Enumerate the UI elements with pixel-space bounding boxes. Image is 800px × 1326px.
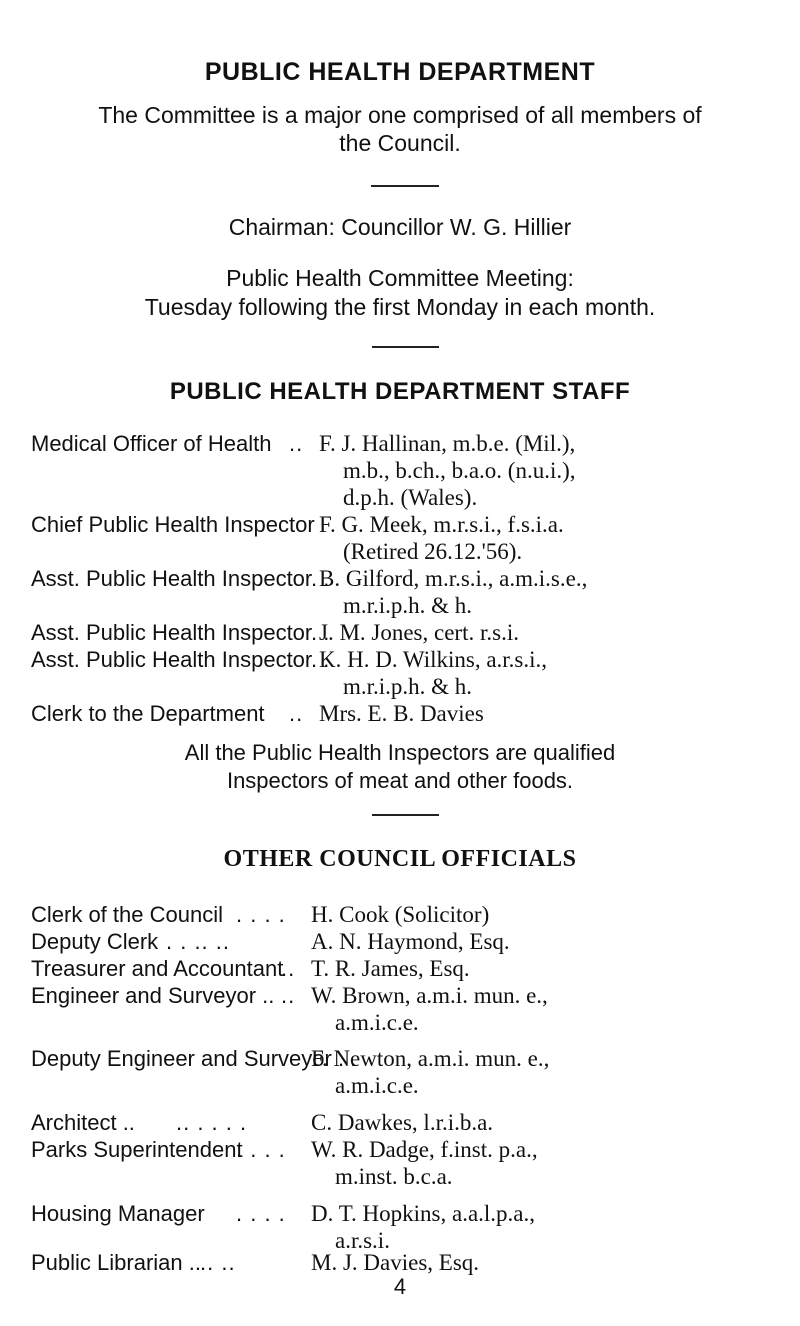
leader-dots: . . . .	[236, 1137, 286, 1162]
meeting-line-2: Tuesday following the first Monday in each month.	[144, 294, 656, 320]
staff-value: B. Gilford, m.r.s.i., a.m.i.s.e.,	[319, 566, 588, 591]
official-label: Treasurer and Accountant	[31, 956, 284, 981]
leader-dots: ..	[281, 983, 296, 1008]
meeting-line-1: Public Health Committee Meeting:	[226, 265, 574, 291]
official-label: Housing Manager	[31, 1201, 205, 1226]
leader-dots: .. ..	[200, 1250, 236, 1275]
leader-dots: .. . . . .	[176, 1110, 248, 1135]
official-value: M. J. Davies, Esq.	[311, 1250, 480, 1275]
official-value: H. Cook (Solicitor)	[311, 902, 490, 927]
leader-dots: ..	[289, 701, 304, 726]
official-value: A. N. Haymond, Esq.	[311, 929, 510, 954]
staff-value: F. G. Meek, m.r.s.i., f.s.i.a.	[319, 512, 564, 537]
official-value: W. Brown, a.m.i. mun. e.,	[311, 983, 548, 1008]
official-value: D. T. Hopkins, a.a.l.p.a.,	[311, 1201, 536, 1226]
official-label: Public Librarian ..	[31, 1250, 201, 1275]
intro-line-1: The Committee is a major one comprised of all members of	[98, 102, 702, 128]
staff-value: F. J. Hallinan, m.b.e. (Mil.),	[319, 431, 576, 456]
divider	[372, 346, 439, 348]
staff-value: Mrs. E. B. Davies	[319, 701, 484, 726]
leader-dots: . . . .	[236, 1201, 286, 1226]
staff-label: Clerk to the Department	[31, 701, 265, 726]
page-title: PUBLIC HEALTH DEPARTMENT	[204, 58, 596, 86]
leader-dots: . . .. ..	[166, 929, 231, 954]
official-value: m.inst. b.c.a.	[335, 1164, 453, 1189]
official-value: C. Dawkes, l.r.i.b.a.	[311, 1110, 494, 1135]
staff-label: Asst. Public Health Inspector. .	[31, 647, 330, 672]
staff-value: m.b., b.ch., b.a.o. (n.u.i.),	[343, 458, 576, 483]
official-label: Parks Superintendent	[31, 1137, 243, 1162]
official-label: Architect ..	[31, 1110, 135, 1135]
divider	[372, 814, 439, 816]
divider	[371, 185, 439, 187]
official-label: Deputy Engineer and Surveyor . .	[31, 1046, 357, 1071]
staff-heading: PUBLIC HEALTH DEPARTMENT STAFF	[169, 378, 631, 405]
staff-label: Asst. Public Health Inspector. .	[31, 620, 330, 645]
official-label: Engineer and Surveyor ..	[31, 983, 275, 1008]
leader-dots: ..	[281, 956, 296, 981]
staff-value: (Retired 26.12.'56).	[343, 539, 523, 564]
staff-label: Chief Public Health Inspector	[31, 512, 315, 537]
official-value: T. R. James, Esq.	[311, 956, 470, 981]
staff-label: Medical Officer of Health	[31, 431, 272, 456]
leader-dots: ..	[289, 431, 304, 456]
staff-note-line-2: Inspectors of meat and other foods.	[226, 768, 574, 793]
staff-value: m.r.i.p.h. & h.	[343, 593, 473, 618]
leader-dots: . . . .	[236, 902, 286, 927]
chairman-line: Chairman: Councillor W. G. Hillier	[228, 214, 572, 240]
staff-note-line-1: All the Public Health Inspectors are qualified	[184, 740, 616, 765]
page-number: 4	[393, 1274, 407, 1299]
staff-value: K. H. D. Wilkins, a.r.s.i.,	[319, 647, 548, 672]
staff-value: d.p.h. (Wales).	[343, 485, 478, 510]
staff-value: J. M. Jones, cert. r.s.i.	[319, 620, 519, 645]
officials-heading: OTHER COUNCIL OFFICIALS	[223, 846, 577, 872]
official-value: a.m.i.c.e.	[335, 1010, 419, 1035]
official-value: F. Newton, a.m.i. mun. e.,	[311, 1046, 550, 1071]
official-value: a.m.i.c.e.	[335, 1073, 419, 1098]
staff-label: Asst. Public Health Inspector. .	[31, 566, 330, 591]
official-value: W. R. Dadge, f.inst. p.a.,	[311, 1137, 538, 1162]
intro-line-2: the Council.	[339, 130, 461, 156]
official-label: Clerk of the Council	[31, 902, 223, 927]
official-label: Deputy Clerk	[31, 929, 159, 954]
staff-value: m.r.i.p.h. & h.	[343, 674, 473, 699]
official-value: a.r.s.i.	[335, 1228, 390, 1253]
